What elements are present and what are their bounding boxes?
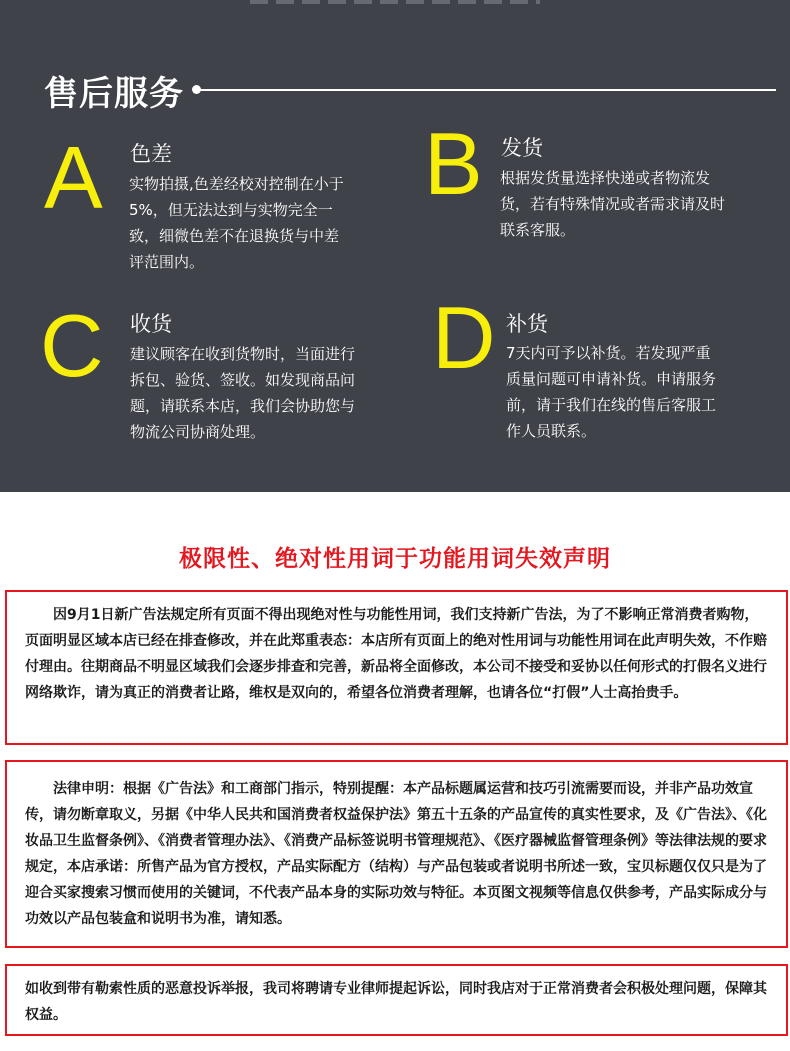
card-text: 建议顾客在收到货物时，当面进行 拆包、验货、签收。如发现商品问 题，请联系本店，我们会协助您与 物流公司协商处理。 <box>130 345 356 441</box>
declaration-title: 极限性、绝对性用词于功能用词失效声明 <box>179 546 611 572</box>
title-divider-line <box>200 89 776 91</box>
declaration-paragraph: 因9月1日新广告法规定所有页面不得出现绝对性与功能性用词，我们支持新广告法，为了不影响正常消费者购物，页面明显区域本店已经在排查修改，并在此郑重表态：本店所有页面上的绝对性用词与功能性用词在此声明失效，不作赔付理由。往期商品不明显区域我们会逐步排查和完善，新品将全面修改，本公司不接受和妥协以任何形式的打假名义进行网络欺诈，请为真正的消费者让路，维权是双向的，希望各位消费者理解，也请各位“打假”人士高抬贵手。 <box>25 607 767 701</box>
top-decoration-strip <box>250 0 540 4</box>
letter-c: C <box>40 296 104 395</box>
card-title: 补货 <box>506 312 548 336</box>
letter-a: A <box>44 128 103 227</box>
complaint-notice-paragraph: 如收到带有勒索性质的恶意投诉举报，我司将聘请专业律师提起诉讼，同时我店对于正常消费者会积极处理问题，保障其权益。 <box>25 981 767 1023</box>
card-title: 收货 <box>130 312 172 336</box>
card-text: 根据发货量选择快递或者物流发 货，若有特殊情况或者需求请及时 联系客服。 <box>500 169 726 239</box>
card-title: 发货 <box>501 136 543 160</box>
declaration-box-3 <box>5 964 788 1036</box>
card-text: 实物拍摄,色差经校对控制在小于 5%，但无法达到与实物完全一 致，细微色差不在退换货与中差 评范围内。 <box>129 175 344 271</box>
section-title: 售后服务 <box>44 74 184 114</box>
legal-statement-paragraph: 法律申明：根据《广告法》和工商部门指示，特别提醒：本产品标题属运营和技巧引流需要而设，并非产品功效宣传，请勿断章取义，另据《中华人民共和国消费者权益保护法》第五十五条的产品宣传的真实性要求，及《广告法》、《化妆品卫生监督条例》、《消费者管理办法》、《消费产品标签说明书管理规范》、《医疗器械监督管理条例》等法律法规的要求规定，本店承诺：所售产品为官方授权，产品实际配方（结构）与产品包装或者说明书所述一致，宝贝标题仅仅只是为了迎合买家搜索习惯而使用的关键词，不代表产品本身的实际功效与特征。本页图文视频等信息仅供参考，产品实际成分与功效以产品包装盒和说明书为准，请知悉。 <box>25 781 767 927</box>
card-title: 色差 <box>130 142 172 166</box>
letter-d: D <box>432 288 496 387</box>
declaration-box-2 <box>5 760 788 948</box>
declaration-box-1 <box>5 590 788 745</box>
card-text: 7天内可予以补货。若发现严重 质量问题可申请补货。申请服务 前，请于我们在线的售后客服工 作人员联系。 <box>506 344 717 440</box>
letter-b: B <box>424 114 483 213</box>
